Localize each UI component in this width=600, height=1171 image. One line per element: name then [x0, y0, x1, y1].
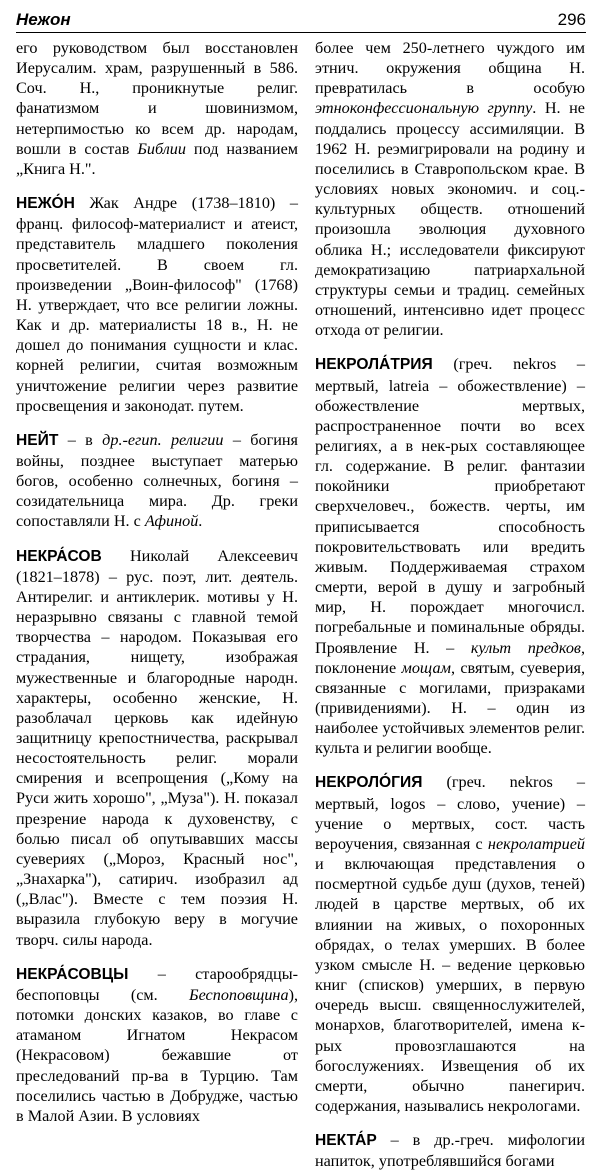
entry-text: Жак Андре (1738–1810) – франц. философ-материалист и атеист, представитель младшего поколения просветителей. В своем гл. произведении „Воин-философ" (1768) Н. утверждает, что все религии ложны. Как и др. материалисты 18 в., Н. не дошел до понимания сущности и клас. корней религии, считая возможным уничтожение религии через развитие просвещения и законодат. путем.	[16, 194, 298, 415]
entry-text: его руководством был восстановлен Иерусалим. храм, разрушенный в 586. Соч. Н., проникнутые религ. фанатизмом и шовинизмом, нетерпимостью ко всем др. народам, вошли в состав	[16, 39, 298, 158]
entry-text: под названием „Книга Н.".	[16, 139, 298, 178]
entry-text: – богиня войны, позднее выступает матерью богов, особенно солнечных, богиня – созидательница мира. Др. греки сопоставляли Н. с	[16, 430, 298, 531]
entry-headword: НЕКРОЛО́ГИЯ	[315, 774, 423, 792]
entry-text: – старообрядцы-беспоповцы (см.	[16, 964, 298, 1004]
entry-text: – в др.-греч. мифологии напиток, употреблявшийся богами	[315, 1131, 585, 1171]
entry-text: (греч. nekros – мертвый, logos – слово, учение) – учение о мертвых, сост. часть вероучения, связанная с	[315, 773, 585, 853]
entry-text: ), потомки донских казаков, во главе с атаманом Игнатом Некрасом (Некрасовом) бежавшие от преследований пр-ва в Турцию. Там поселились частью в Добрудже, частью в Малой Азии. В условиях	[16, 985, 298, 1125]
entry-headword: НЕКТА́Р	[315, 1132, 377, 1150]
italic-reference: культ предков	[470, 638, 581, 657]
italic-reference: Афиной	[144, 512, 199, 531]
dictionary-entry	[16, 430, 298, 532]
entry-text: (греч. nekros – мертвый, latreia – обожествление) – обожествление мертвых, распространенное почти во всех религиях, а в нек-рых составляющее гл. содержание. В религ. фантазии покойники приобретают сверхчеловеч., божеств. черты, им приписывается способность покровительствовать или вредить живым. Поддерживаемая страхом смерти, верой в душу и загробный мир, Н. порождает многочисл. погребальные и поминальные обряды. Проявление Н. –	[315, 355, 585, 657]
entry-headword: НЕКРОЛА́ТРИЯ	[315, 356, 433, 374]
dictionary-entry	[16, 964, 298, 1126]
entry-text: Николай Алексеевич (1821–1878) – рус. поэт, лит. деятель. Антирелиг. и антиклерик. мотивы у Н. неразрывно связаны с главной темой творчества – народом. Показывая его страдания, нищету, изображая мужественные и благородные народн. характеры, особенно женские, Н. разоблачал церковь как идейную защитницу крепостничества, раскрывал несостоятельность религ. морали смирения и всепрощения („Кому на Руси жить хорошо", „Муза"). Н. показал презрение народа к духовенству, с болью писал об опутывавших массы суевериях („Мороз, Красный нос", „Знахарка"), сатирич. изобразил ад („Влас"). Вместе с тем поэзия Н. выразила глубокую веру в могучие творч. силы народа.	[16, 546, 298, 949]
entry-text: . Н. не поддались процессу ассимиляции. В 1962 Н. реэмигрировали на родину и поселились в Ставропольском крае. В условиях новых экономич. и соц.-культурных обществ. отношений произошла эволюция духовного облика Н.; исследователи фиксируют демократизацию патриархальной структуры семьи и традиц. семейных отношений, интенсивно идет процесс отхода от религии.	[315, 99, 585, 340]
italic-reference: др.-егип. религии	[102, 430, 224, 449]
page-header	[16, 6, 586, 33]
dictionary-entry	[315, 772, 585, 1116]
italic-reference: Беспоповщина	[189, 985, 289, 1004]
entry-continuation	[315, 38, 585, 340]
dictionary-entry	[315, 354, 585, 758]
italic-reference: некролатрией	[487, 834, 585, 853]
left-column	[16, 38, 298, 1125]
entry-text: , святым, суеверия, связанные с могилами, призраками (привидениями). Н. – один из наиболее устойчивых элементов религ. культа и религии вообще.	[315, 658, 585, 758]
dictionary-entry	[315, 1130, 585, 1171]
entry-text: , поклонение	[315, 638, 585, 677]
entry-headword: НЕЖО́Н	[16, 195, 75, 213]
page-number: 296	[557, 10, 586, 29]
dictionary-entry	[16, 193, 298, 416]
italic-reference: этноконфессиональную группу	[315, 99, 533, 118]
dictionary-entry	[16, 546, 298, 950]
entry-text: – в	[58, 430, 103, 449]
italic-reference: Библии	[137, 139, 186, 158]
italic-reference: мощам	[401, 658, 451, 677]
running-head: Нежон	[16, 10, 71, 29]
entry-headword: НЕКРА́СОВЦЫ	[16, 965, 129, 983]
entry-text: более чем 250-летнего чуждого им этнич. окружения община Н. превратилась в особую	[315, 39, 585, 98]
entry-headword: НЕКРА́СОВ	[16, 547, 102, 565]
entry-headword: НЕЙТ	[16, 431, 59, 449]
right-column	[315, 38, 585, 1171]
entry-text: и включающая представления о посмертной судьбе душ (духов, теней) людей в царстве мертвых, об их влиянии на живых, о похоронных обрядах, о телах умерших. В более узком смысле Н. – ведение церковью книг (списков) умерших, в первую очередь высш. священнослужителей, монархов, благотворителей, имена к-рых провозглашаются на богослужениях. Извещения об их смерти, обычно панегирич. содержания, назывались некрологами.	[315, 855, 585, 1115]
entry-continuation	[16, 38, 298, 179]
entry-text: .	[198, 512, 203, 531]
